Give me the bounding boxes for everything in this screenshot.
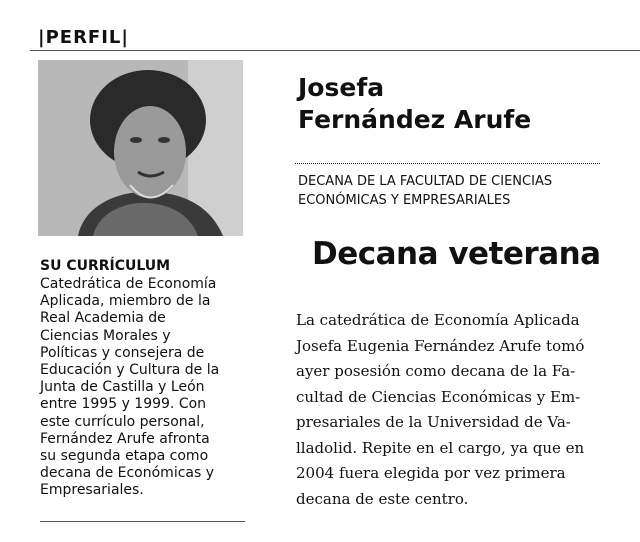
profile-name: Josefa Fernández Arufe [298, 73, 532, 134]
portrait-photo [38, 60, 243, 236]
curriculum-divider [40, 521, 245, 522]
section-label: |PERFIL| [38, 27, 129, 48]
curriculum-heading: SU CURRÍCULUM [40, 258, 171, 274]
top-divider [30, 50, 640, 51]
profile-role: DECANA DE LA FACULTAD DE CIENCIAS ECONÓMICAS Y EMPRESARIALES [298, 174, 553, 208]
article-body: La catedrática de Economía Aplicada Josefa Eugenia Fernández Arufe tomó ayer posesión como decana de la Fa- cultad de Ciencias Económicas y Em- presariales de la Universidad de Va- lladolid. Repite en el cargo, ya que en 2004 fuera elegida por vez primera decana de este centro. [296, 311, 585, 508]
curriculum-text: Catedrática de Economía Aplicada, miembro de la Real Academia de Ciencias Morales y Políticas y consejera de Educación y Cultura de la Junta de Castilla y León entre 1995 y 1999. Con este currículo personal, Fernández Arufe afronta su segunda etapa como decana de Económicas y Empresariales. [40, 276, 220, 499]
article-headline: Decana veterana [312, 236, 601, 272]
name-divider [295, 163, 600, 164]
